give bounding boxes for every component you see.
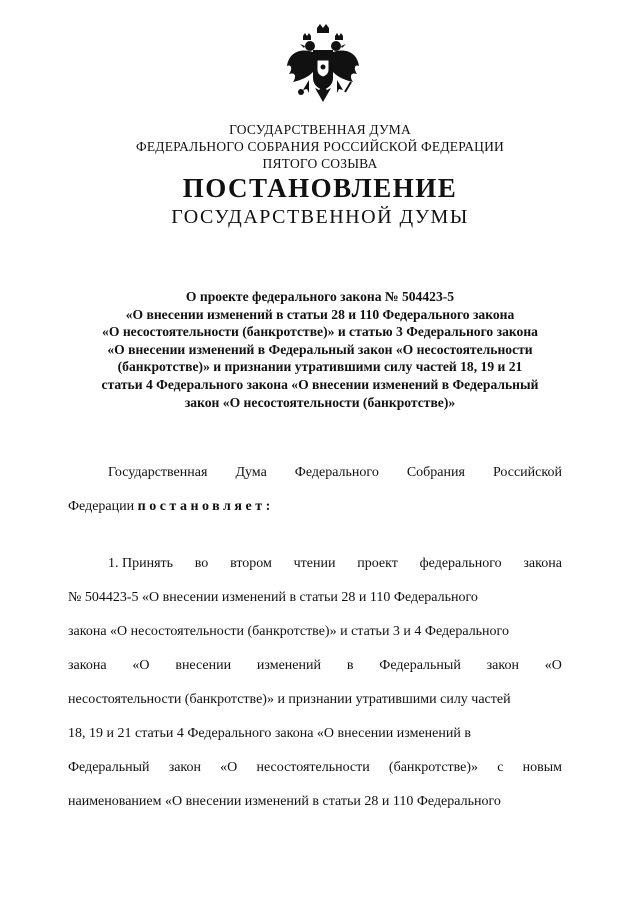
para1-line-6: 18, 19 и 21 статьи 4 Федерального закона «О внесении изменений в [68, 726, 471, 741]
subject-block [60, 288, 580, 411]
word: Федеральный [68, 760, 150, 775]
word: внесении [175, 658, 232, 673]
para1-line-5: несостоятельности (банкротстве)» и признании утратившими силу частей [68, 692, 511, 707]
word: несостоятельности [256, 760, 370, 775]
word: «О [132, 658, 150, 673]
word: Федерального [294, 465, 379, 480]
subject-line: «О внесении изменений в статьи 28 и 110 Федерального закона [125, 306, 515, 322]
word: федерального [419, 556, 502, 571]
preamble-text: Федерации [68, 499, 138, 514]
word: закона [523, 556, 562, 571]
word: с [497, 760, 504, 775]
word: Дума [235, 465, 267, 480]
subject-line: «О несостоятельности (банкротстве)» и статью 3 Федерального закона [102, 324, 538, 340]
word: втором [230, 556, 272, 571]
header-line-1: ГОСУДАРСТВЕННАЯ ДУМА [229, 122, 411, 137]
subject-line: закон «О несостоятельности (банкротстве)» [184, 394, 456, 410]
subject-line: «О внесении изменений в Федеральный закон «О несостоятельности [107, 341, 533, 357]
word: закон [486, 658, 519, 673]
word: закона [68, 658, 107, 673]
subject-line: О проекте федерального закона № 504423-5 [185, 289, 455, 304]
word: Российской [492, 465, 562, 480]
word: Федеральный [379, 658, 461, 673]
document-subtitle: ГОСУДАРСТВЕННОЙ ДУМЫ [171, 206, 469, 228]
subject-line: (банкротстве)» и признании утратившими силу частей 18, 19 и 21 [117, 359, 523, 375]
word: изменений [256, 658, 321, 673]
para1-line-1 [108, 556, 562, 572]
word: в [346, 658, 354, 673]
word: Государственная [108, 465, 208, 480]
header-line-3: ПЯТОГО СОЗЫВА [262, 156, 378, 171]
word: «О [544, 658, 562, 673]
preamble-line-1 [108, 465, 562, 481]
word: новым [522, 760, 562, 775]
para1-line-8: наименованием «О внесении изменений в статьи 28 и 110 Федерального [68, 794, 501, 809]
subject-line: статьи 4 Федерального закона «О внесении изменений в Федеральный [101, 376, 539, 392]
para1-line-2: № 504423-5 «О внесении изменений в статьи 28 и 110 Федерального [68, 590, 478, 605]
word: во [194, 556, 209, 571]
word: закон [168, 760, 202, 775]
header-line-2: ФЕДЕРАЛЬНОГО СОБРАНИЯ РОССИЙСКОЙ ФЕДЕРАЦИИ [136, 139, 504, 154]
para1-line-7 [68, 760, 562, 776]
word: (банкротстве)» [388, 760, 479, 775]
word: «О [220, 760, 238, 775]
para1-line-3: закона «О несостоятельности (банкротстве)» и статьи 3 и 4 Федерального [68, 624, 509, 639]
para1-line-4 [68, 658, 562, 674]
word: 1. Принять [108, 556, 174, 571]
preamble-resolves: постановляет: [137, 499, 274, 514]
preamble-line-2 [68, 499, 562, 515]
coat-of-arms-emblem [283, 22, 363, 110]
word: проект [357, 556, 398, 571]
document-title: ПОСТАНОВЛЕНИЕ [182, 173, 458, 203]
word: Собрания [406, 465, 465, 480]
word: чтении [293, 556, 336, 571]
